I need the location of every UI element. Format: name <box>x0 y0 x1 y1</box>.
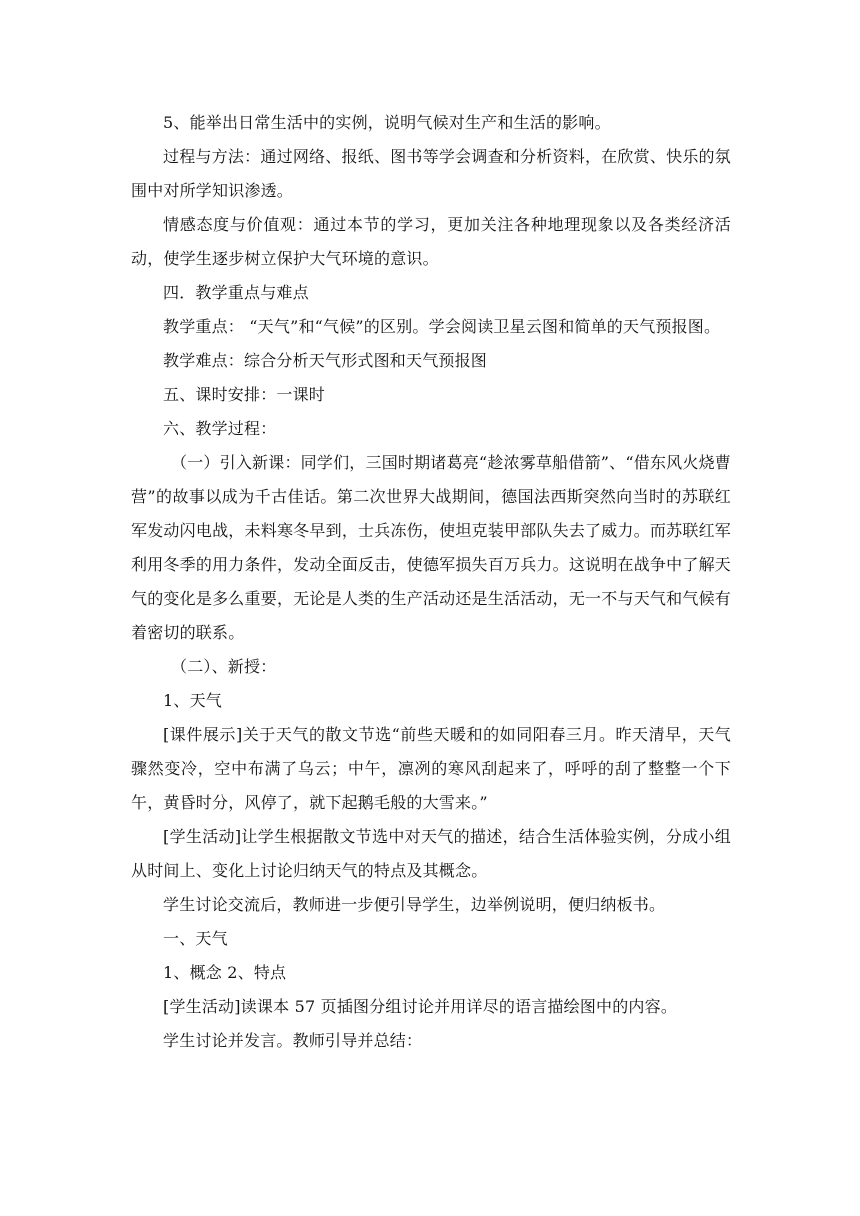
student-discussion-summary: 学生讨论并发言。教师引导并总结： <box>163 1031 423 1050</box>
courseware-display: [课件展示]关于天气的散文节选“前些天暖和的如同阳春三月。昨天清早，天气骤然变冷，空中布满了乌云；中午，凛冽的寒风刮起来了，呼呼的刮了整整一个下午，黄昏时分，风停了，就下起鹅毛般的大雪来。” <box>131 725 731 812</box>
teacher-summary-note: 学生讨论交流后，教师进一步便引导学生，边举例说明，便归纳板书。 <box>163 895 666 914</box>
process-and-method: 过程与方法：通过网络、报纸、图书等学会调查和分析资料，在欣赏、快乐的氛围中对所学知识渗透。 <box>131 147 731 200</box>
student-activity-textbook: [学生活动]读课本 57 页插图分组讨论并用详尽的语言描绘图中的内容。 <box>163 997 678 1016</box>
document-body <box>131 106 731 1058</box>
student-activity-discussion: [学生活动]让学生根据散文节选中对天气的描述，结合生活体验实例，分成小组从时间上、变化上讨论归纳天气的特点及其概念。 <box>131 827 731 880</box>
subsection-new-lesson: （二）、新授： <box>171 657 277 676</box>
teaching-key-point: 教学重点： “天气”和“气候”的区别。学会阅读卫星云图和简单的天气预报图。 <box>163 317 721 336</box>
board-heading-weather: 一、天气 <box>163 929 228 948</box>
teaching-difficulty: 教学难点：综合分析天气形式图和天气预报图 <box>163 351 488 370</box>
introduction-paragraph: （一）引入新课：同学们，三国时期诸葛亮“趁浓雾草船借箭”、“借东风火烧曹营”的故事以成为千古佳话。第二次世界大战期间，德国法西斯突然向当时的苏联红军发动闪电战，未料寒冬早到，士兵冻伤，使坦克装甲部队失去了威力。而苏联红军利用冬季的用力条件，发动全面反击，使德军损失百万兵力。这说明在战争中了解天气的变化是多么重要，无论是人类的生产活动还是生活活动，无一不与天气和气候有着密切的联系。 <box>131 453 731 642</box>
subsection-weather: 1、天气 <box>163 691 222 710</box>
objective-item-5: 5、能举出日常生活中的实例，说明气候对生产和生活的影响。 <box>163 113 611 132</box>
board-items: 1、概念 2、特点 <box>163 963 287 982</box>
attitude-and-values: 情感态度与价值观：通过本节的学习，更加关注各种地理现象以及各类经济活动，使学生逐步树立保护大气环境的意识。 <box>131 215 731 268</box>
section-heading-schedule: 五、课时安排：一课时 <box>163 385 326 404</box>
section-heading-key-points: 四．教学重点与难点 <box>163 283 309 302</box>
section-heading-process: 六、教学过程： <box>163 419 277 438</box>
